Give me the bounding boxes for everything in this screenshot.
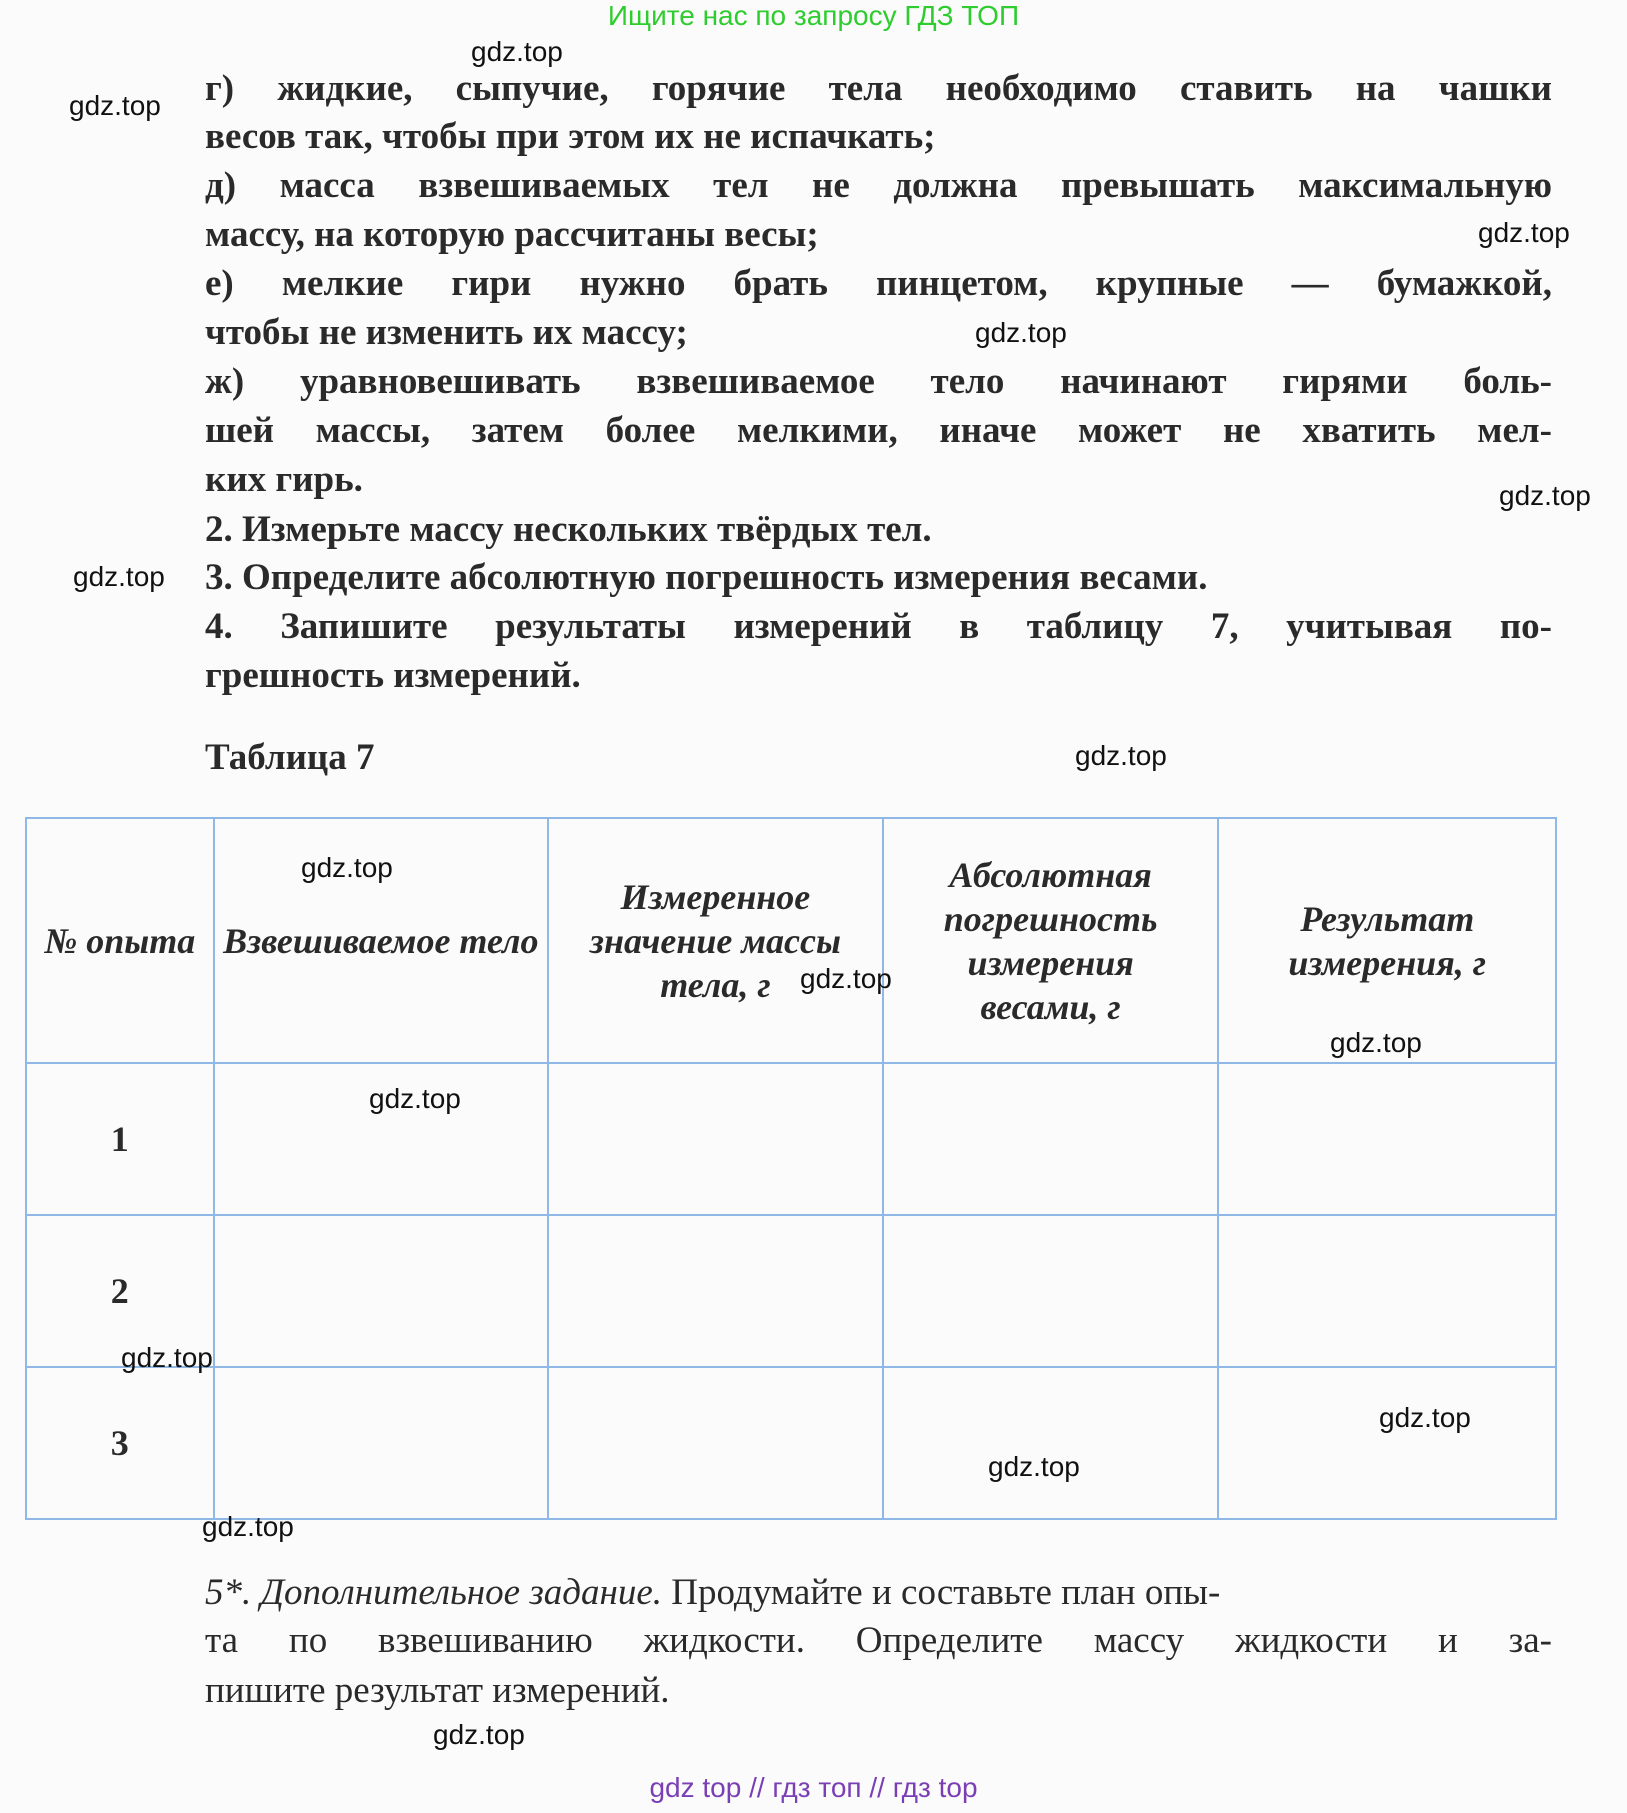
text-line: массу, на которую рассчитаны весы; <box>205 214 819 255</box>
table-header-row <box>26 818 1556 1063</box>
text-line: чтобы не изменить их массу; <box>205 312 688 353</box>
extra-task-line <box>205 1571 1552 1615</box>
row-number: 2 <box>26 1215 214 1367</box>
text-line: грешность измерений. <box>205 655 581 696</box>
watermark: gdz.top <box>73 561 165 592</box>
text-line: 2. Измерьте массу нескольких твёрдых тел. <box>205 509 932 550</box>
watermark: gdz.top <box>471 36 563 67</box>
empty-cell <box>1218 1063 1556 1215</box>
text-line: ж) уравновешивать взвешиваемое тело начинают гирями боль- <box>205 361 1552 402</box>
watermark: gdz.top <box>1075 740 1167 771</box>
text-line: пишите результат измерений. <box>205 1670 670 1711</box>
table-row <box>26 1367 1556 1519</box>
header-cell: Измеренное значение массы тела, г <box>548 818 883 1063</box>
row-number: 3 <box>26 1367 214 1519</box>
text-line: е) мелкие гири нужно брать пинцетом, крупные — бумажкой, <box>205 263 1552 304</box>
footer-links: gdz top // гдз топ // гдз top <box>649 1772 978 1803</box>
empty-cell <box>214 1367 548 1519</box>
empty-cell <box>214 1215 548 1367</box>
text-line: весов так, чтобы при этом их не испачкать; <box>205 116 936 157</box>
watermark: gdz.top <box>369 1083 461 1114</box>
empty-cell <box>883 1215 1219 1367</box>
watermark: gdz.top <box>800 963 892 994</box>
watermark: gdz.top <box>975 317 1067 348</box>
empty-cell <box>548 1063 883 1215</box>
table-row <box>26 1063 1556 1215</box>
watermark: gdz.top <box>1330 1027 1422 1058</box>
header-cell: Результат измерения, г <box>1218 818 1556 1063</box>
empty-cell <box>1218 1367 1556 1519</box>
row-number: 1 <box>26 1063 214 1215</box>
results-table <box>25 817 1557 1520</box>
header-cell: № опыта <box>26 818 214 1063</box>
text-line: г) жидкие, сыпучие, горячие тела необходимо ставить на чашки <box>205 68 1552 109</box>
header-cell: Абсолютная погрешность измерения весами, г <box>883 818 1219 1063</box>
extra-task-label: 5*. Дополнительное задание. <box>205 1572 663 1613</box>
table-title: Таблица 7 <box>205 737 375 778</box>
text-line: 4. Запишите результаты измерений в таблицу 7, учитывая по- <box>205 606 1552 647</box>
empty-cell <box>1218 1215 1556 1367</box>
promo-banner: Ищите нас по запросу ГДЗ ТОП <box>607 0 1020 31</box>
watermark: gdz.top <box>202 1511 294 1542</box>
text-line: д) масса взвешиваемых тел не должна превышать максимальную <box>205 165 1552 206</box>
empty-cell <box>883 1063 1219 1215</box>
extra-task-text: Продумайте и составьте план опы- <box>662 1572 1221 1613</box>
watermark: gdz.top <box>1478 217 1570 248</box>
text-line: та по взвешиванию жидкости. Определите массу жидкости и за- <box>205 1620 1552 1661</box>
watermark: gdz.top <box>1379 1402 1471 1433</box>
watermark: gdz.top <box>69 90 161 121</box>
watermark: gdz.top <box>1499 480 1591 511</box>
watermark: gdz.top <box>988 1451 1080 1482</box>
watermark: gdz.top <box>121 1342 213 1373</box>
empty-cell <box>548 1215 883 1367</box>
header-cell: Взвешиваемое тело <box>214 818 548 1063</box>
empty-cell <box>883 1367 1219 1519</box>
watermark: gdz.top <box>301 852 393 883</box>
watermark: gdz.top <box>433 1719 525 1750</box>
text-line: ких гирь. <box>205 459 363 500</box>
empty-cell <box>548 1367 883 1519</box>
table-row <box>26 1215 1556 1367</box>
text-line: шей массы, затем более мелкими, иначе может не хватить мел- <box>205 410 1552 451</box>
text-line: 3. Определите абсолютную погрешность измерения весами. <box>205 557 1208 598</box>
